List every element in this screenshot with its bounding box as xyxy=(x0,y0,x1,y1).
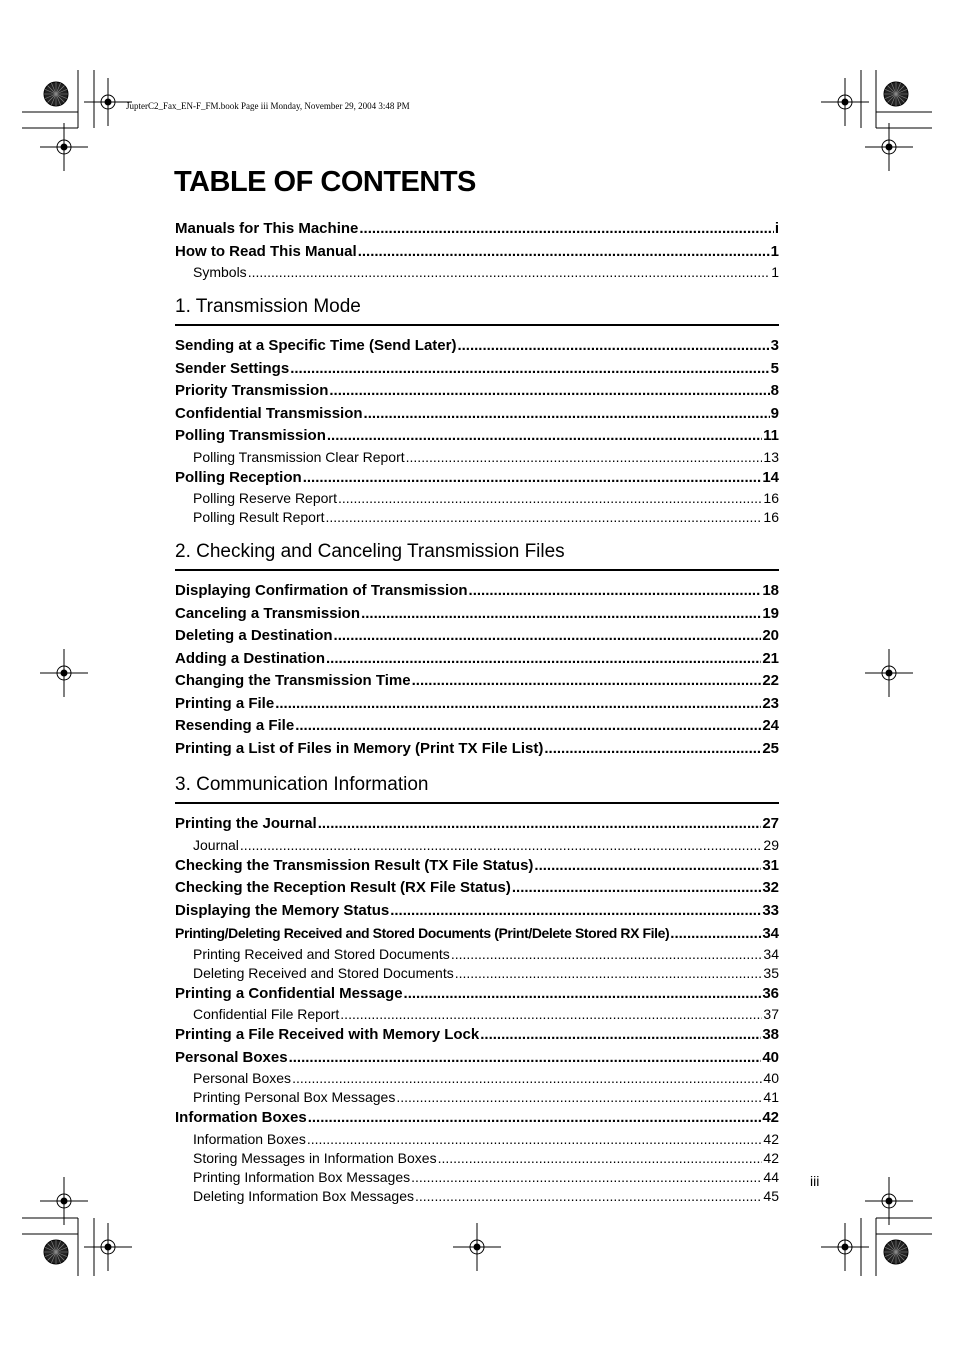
front-entries xyxy=(175,218,779,282)
entry-title: Deleting a Destination xyxy=(175,627,333,644)
dot-leader xyxy=(361,603,761,626)
toc-entry[interactable] xyxy=(175,603,779,626)
entry-title: How to Read This Manual xyxy=(175,242,357,260)
dot-leader xyxy=(404,983,762,1006)
entry-page-number: 34 xyxy=(763,945,779,962)
entry-page-number: 37 xyxy=(763,1006,779,1022)
entry-page-number: 9 xyxy=(770,404,779,422)
entry-page-number: 27 xyxy=(762,815,779,832)
dot-leader xyxy=(412,670,762,693)
entry-title: Deleting Received and Stored Documents xyxy=(193,964,454,981)
dot-leader xyxy=(469,580,762,603)
entry-page-number: 34 xyxy=(762,925,779,942)
entry-title: Checking the Transmission Result (TX File Status) xyxy=(175,856,534,874)
entry-page-number: 40 xyxy=(763,1070,779,1086)
chapter-heading: 1. Transmission Mode xyxy=(175,296,779,326)
entry-title: Personal Boxes xyxy=(193,1070,292,1086)
dot-leader xyxy=(359,218,773,241)
entry-title: Priority Transmission xyxy=(175,382,329,399)
entry-page-number: 11 xyxy=(763,427,779,444)
entry-title: Symbols xyxy=(193,264,247,280)
toc-entry[interactable] xyxy=(175,403,779,426)
entry-page-number: 42 xyxy=(762,1109,779,1126)
dot-leader xyxy=(451,945,763,964)
toc-subentry[interactable] xyxy=(175,945,779,964)
entry-page-number: 16 xyxy=(763,509,779,525)
entry-title: Storing Messages in Information Boxes xyxy=(193,1149,437,1166)
toc-subentry[interactable] xyxy=(175,1130,779,1149)
dot-leader xyxy=(534,855,761,878)
toc-entry[interactable] xyxy=(175,983,779,1006)
toc-entry[interactable] xyxy=(175,358,779,381)
toc-entry[interactable] xyxy=(175,335,779,358)
entry-page-number: 16 xyxy=(763,490,779,506)
toc-entry[interactable] xyxy=(175,241,779,264)
entry-page-number: 8 xyxy=(770,382,779,399)
dot-leader xyxy=(308,1107,762,1130)
dot-leader xyxy=(544,738,761,761)
toc-entry[interactable] xyxy=(175,670,779,693)
dot-leader xyxy=(248,263,771,282)
chapter-heading: 3. Communication Information xyxy=(175,774,779,804)
entry-title: Confidential File Report xyxy=(193,1006,340,1022)
entry-title: Displaying Confirmation of Transmission xyxy=(175,582,468,599)
entry-title: Printing a List of Files in Memory (Print TX File List) xyxy=(175,739,544,757)
toc-entry[interactable] xyxy=(175,1047,779,1070)
dot-leader xyxy=(364,403,770,426)
toc-entry[interactable] xyxy=(175,900,779,923)
dot-leader xyxy=(340,1005,762,1024)
toc-subentry[interactable] xyxy=(175,1168,779,1187)
entry-title: Canceling a Transmission xyxy=(175,604,361,622)
entry-title: Printing a Confidential Message xyxy=(175,984,403,1002)
entry-title: Polling Transmission xyxy=(175,427,326,444)
entry-page-number: 29 xyxy=(763,836,779,853)
entry-page-number: 35 xyxy=(763,964,779,981)
entry-title: Personal Boxes xyxy=(175,1048,288,1066)
entry-title: Printing/Deleting Received and Stored Documents (Print/Delete Stored RX File) xyxy=(175,925,670,941)
toc-entry[interactable] xyxy=(175,855,779,878)
dot-leader xyxy=(670,923,761,945)
toc-subentry[interactable] xyxy=(175,1088,779,1107)
entry-page-number: 18 xyxy=(762,582,779,599)
toc-entry[interactable] xyxy=(175,648,779,671)
dot-leader xyxy=(240,836,763,855)
dot-leader xyxy=(326,508,763,527)
entry-page-number: 31 xyxy=(762,856,779,874)
entry-title: Displaying the Memory Status xyxy=(175,901,390,919)
dot-leader xyxy=(295,715,761,738)
dot-leader xyxy=(438,1149,763,1168)
dot-leader xyxy=(326,648,761,671)
dot-leader xyxy=(512,877,761,900)
toc-subentry[interactable] xyxy=(175,1069,779,1088)
entry-page-number: 32 xyxy=(762,879,779,896)
entry-title: Printing Received and Stored Documents xyxy=(193,945,450,962)
dot-leader xyxy=(338,489,762,508)
entry-title: Resending a File xyxy=(175,717,295,734)
entry-title: Printing a File xyxy=(175,694,275,712)
entry-title: Manuals for This Machine xyxy=(175,220,359,237)
entry-title: Information Boxes xyxy=(175,1109,307,1126)
dot-leader xyxy=(307,1130,763,1149)
entry-page-number: 22 xyxy=(762,672,779,689)
table-of-contents xyxy=(175,218,779,1206)
dot-leader xyxy=(327,425,762,448)
entry-page-number: 44 xyxy=(763,1168,779,1185)
entry-title: Information Boxes xyxy=(193,1130,306,1147)
dot-leader xyxy=(480,1024,761,1047)
dot-leader xyxy=(455,964,763,983)
chapter-heading: 2. Checking and Canceling Transmission Files xyxy=(175,541,779,571)
dot-leader xyxy=(318,813,762,836)
entry-page-number: 36 xyxy=(762,984,779,1002)
dot-leader xyxy=(303,467,762,490)
toc-entry[interactable] xyxy=(175,218,779,241)
entry-title: Polling Reserve Report xyxy=(193,490,337,506)
entry-page-number: 45 xyxy=(763,1187,779,1204)
entry-page-number: 5 xyxy=(770,359,779,377)
entry-title: Deleting Information Box Messages xyxy=(193,1187,414,1204)
page-number: iii xyxy=(810,1173,820,1189)
toc-subentry[interactable] xyxy=(175,508,779,527)
toc-entry[interactable] xyxy=(175,813,779,836)
toc-subentry[interactable] xyxy=(175,1005,779,1024)
chapters xyxy=(175,296,779,1206)
entry-page-number: 21 xyxy=(762,649,779,667)
entry-title: Printing Information Box Messages xyxy=(193,1168,411,1185)
entry-page-number: 40 xyxy=(762,1048,779,1066)
dot-leader xyxy=(329,380,769,403)
toc-subentry[interactable] xyxy=(175,448,779,467)
entry-page-number: 3 xyxy=(770,337,779,354)
entry-page-number: 13 xyxy=(763,448,779,465)
toc-entry[interactable] xyxy=(175,625,779,648)
entry-title: Printing a File Received with Memory Lock xyxy=(175,1026,480,1043)
entry-page-number: 33 xyxy=(762,901,779,919)
toc-entry[interactable] xyxy=(175,1107,779,1130)
entry-title: Confidential Transmission xyxy=(175,404,363,422)
entry-page-number: 41 xyxy=(763,1089,779,1105)
toc-subentry[interactable] xyxy=(175,964,779,983)
toc-entry[interactable] xyxy=(175,877,779,900)
dot-leader xyxy=(358,241,770,264)
dot-leader xyxy=(275,693,761,716)
dot-leader xyxy=(406,448,763,467)
toc-entry[interactable] xyxy=(175,715,779,738)
toc-subentry[interactable] xyxy=(175,263,779,282)
entry-page-number: i xyxy=(774,220,779,237)
entry-title: Changing the Transmission Time xyxy=(175,672,411,689)
entry-page-number: 42 xyxy=(763,1149,779,1166)
toc-entry[interactable] xyxy=(175,922,779,945)
entry-page-number: 1 xyxy=(770,242,779,260)
dot-leader xyxy=(292,1069,762,1088)
dot-leader xyxy=(289,1047,762,1070)
entry-title: Polling Reception xyxy=(175,468,302,486)
entry-title: Sender Settings xyxy=(175,359,290,377)
entry-page-number: 42 xyxy=(763,1130,779,1147)
dot-leader xyxy=(396,1088,762,1107)
toc-entry[interactable] xyxy=(175,425,779,448)
entry-page-number: 24 xyxy=(762,717,779,734)
dot-leader xyxy=(457,335,769,358)
entry-title: Printing Personal Box Messages xyxy=(193,1089,396,1105)
entry-page-number: 20 xyxy=(762,627,779,644)
entry-page-number: 14 xyxy=(762,468,779,486)
entry-title: Polling Transmission Clear Report xyxy=(193,448,405,465)
toc-entry[interactable] xyxy=(175,1024,779,1047)
toc-subentry[interactable] xyxy=(175,1149,779,1168)
page-title: TABLE OF CONTENTS xyxy=(174,166,476,198)
entry-title: Adding a Destination xyxy=(175,649,325,667)
entry-page-number: 1 xyxy=(771,264,779,280)
entry-page-number: 38 xyxy=(762,1026,779,1043)
entry-title: Journal xyxy=(193,836,239,853)
toc-subentry[interactable] xyxy=(175,489,779,508)
entry-title: Checking the Reception Result (RX File Status) xyxy=(175,879,511,896)
entry-page-number: 19 xyxy=(762,604,779,622)
toc-entry[interactable] xyxy=(175,467,779,490)
dot-leader xyxy=(334,625,762,648)
toc-subentry[interactable] xyxy=(175,836,779,855)
toc-entry[interactable] xyxy=(175,693,779,716)
toc-entry[interactable] xyxy=(175,738,779,761)
print-header: JupterC2_Fax_EN-F_FM.book Page iii Monday, November 29, 2004 3:48 PM xyxy=(126,101,410,111)
entry-title: Polling Result Report xyxy=(193,509,325,525)
dot-leader xyxy=(390,900,761,923)
entry-title: Printing the Journal xyxy=(175,815,317,832)
dot-leader xyxy=(411,1168,762,1187)
toc-entry[interactable] xyxy=(175,380,779,403)
entry-page-number: 25 xyxy=(762,739,779,757)
dot-leader xyxy=(415,1187,762,1206)
entry-page-number: 23 xyxy=(762,694,779,712)
toc-entry[interactable] xyxy=(175,580,779,603)
entry-title: Sending at a Specific Time (Send Later) xyxy=(175,337,457,354)
toc-subentry[interactable] xyxy=(175,1187,779,1206)
dot-leader xyxy=(290,358,769,381)
